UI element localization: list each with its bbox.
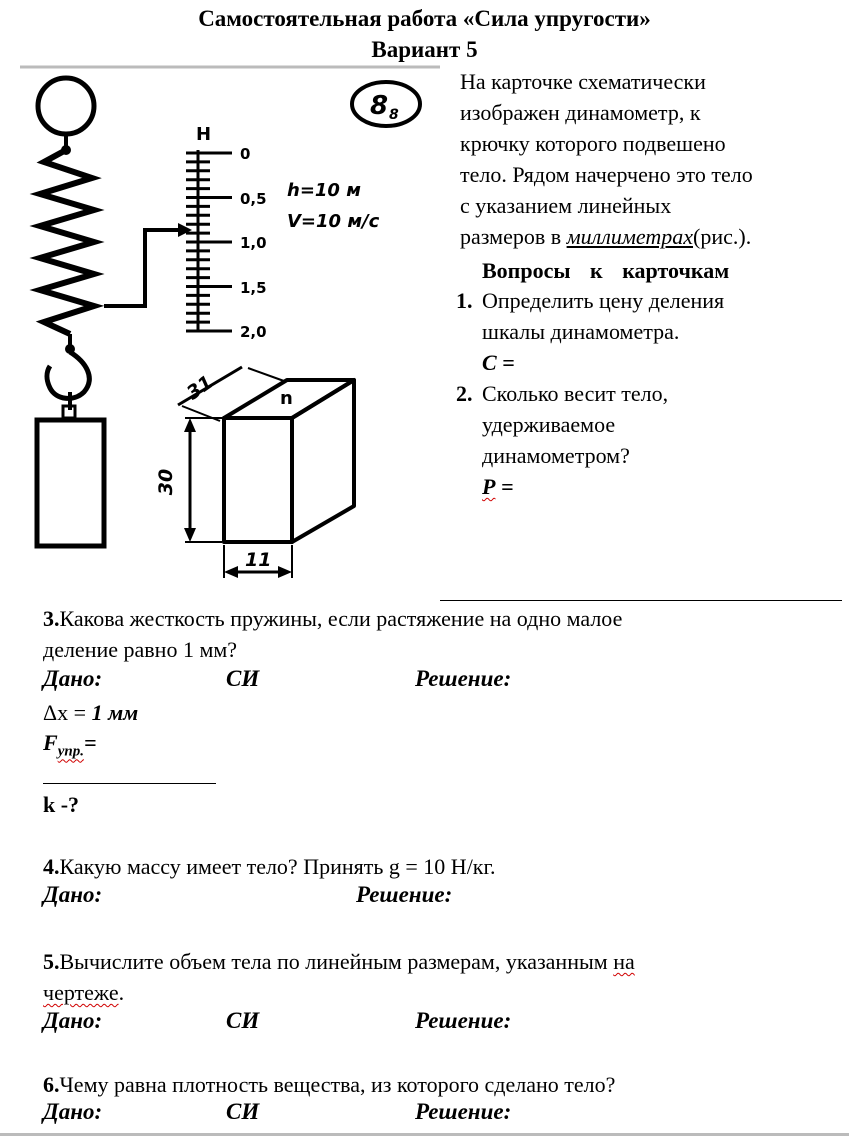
- card-text-line: На карточке схематически: [460, 69, 706, 94]
- force-equals: =: [83, 730, 97, 755]
- solution-label: Решение:: [415, 1099, 512, 1124]
- hook-shape: [47, 352, 89, 398]
- question-line: удерживаемое: [482, 412, 616, 437]
- question-line: Вычислите объем тела по линейным размерам, указанным: [59, 949, 614, 974]
- question-2: [456, 378, 668, 502]
- millimeters-text: миллиметрах: [566, 224, 694, 249]
- question-end: .: [118, 980, 125, 1005]
- answer-letter: Р: [482, 474, 496, 499]
- speed-label: V=10 м/с: [287, 211, 380, 232]
- si-label: СИ: [226, 1008, 260, 1033]
- question-number: 4.: [43, 854, 60, 879]
- card-text-line: с указанием линейных: [460, 193, 672, 218]
- variant-title: Вариант 5: [371, 37, 478, 62]
- card-text-line: крючку которого подвешено: [460, 131, 726, 156]
- si-label: СИ: [226, 1099, 260, 1124]
- page-title: Самостоятельная работа «Сила упругости»: [198, 6, 651, 31]
- scale-tick-label: 1,0: [240, 234, 267, 252]
- given-label: Дано:: [43, 1099, 103, 1124]
- given-divider: [43, 783, 216, 784]
- card-text-line: тело. Рядом начерчено это тело: [460, 162, 753, 187]
- answer-equals: =: [495, 474, 514, 499]
- depth-dimension-label: 31: [182, 371, 218, 405]
- question-number: 5.: [43, 949, 60, 974]
- given-label: Дано:: [43, 1008, 103, 1033]
- card-description: [460, 66, 753, 252]
- answer-label: [482, 471, 668, 502]
- given-label: Дано:: [43, 666, 103, 691]
- scale-unit-label: Н: [196, 124, 212, 145]
- force-subscript: упр.: [57, 743, 84, 760]
- question-line: деление равно 1 мм?: [43, 637, 238, 662]
- question-line: Какова жесткость пружины, если растяжение на одно малое: [59, 606, 623, 631]
- si-label: СИ: [226, 666, 260, 691]
- card-text-suffix: (рис.).: [693, 224, 752, 249]
- question-word: на: [613, 949, 635, 974]
- card-number: 8: [370, 91, 389, 121]
- width-dimension-label: 11: [245, 549, 272, 571]
- scale-tick-label: 1,5: [240, 279, 267, 297]
- card-number-subscript: 8: [389, 107, 399, 123]
- questions-header: Вопросы к карточкам: [482, 258, 730, 283]
- ring-shape: [38, 78, 94, 134]
- question-line: Определить цену деления: [482, 288, 725, 313]
- scale-tick-label: 2,0: [240, 323, 267, 341]
- height-dimension-label: 30: [155, 468, 177, 496]
- card-text-prefix: размеров в: [460, 224, 567, 249]
- question-5: [43, 946, 635, 1008]
- scale-tick-label: 0: [240, 145, 251, 163]
- face-mark-label: n: [280, 388, 293, 409]
- height-label: h=10 м: [287, 180, 361, 201]
- solution-label: Решение:: [415, 666, 512, 691]
- dynamometer-figure: [0, 60, 450, 590]
- card-text-line: изображен динамометр, к: [460, 100, 701, 125]
- bottom-rule: [0, 1133, 849, 1136]
- scale-tick-label: 0,5: [240, 190, 267, 208]
- hanging-body: [37, 420, 104, 546]
- find-label: k -?: [43, 792, 80, 817]
- force-letter: F: [43, 730, 58, 755]
- divider: [440, 600, 842, 601]
- card-text-line: [460, 221, 753, 252]
- question-line: Сколько весит тело,: [482, 381, 669, 406]
- given-label: Дано:: [43, 882, 103, 907]
- question-word: чертеже: [43, 980, 119, 1005]
- question-6: [43, 1069, 615, 1100]
- question-line: динамометром?: [482, 443, 630, 468]
- spring-shape: [40, 150, 94, 334]
- delta-x-row: [43, 697, 138, 728]
- question-number: 2.: [456, 381, 473, 406]
- force-row: [43, 727, 96, 767]
- delta-x-prefix: Δx =: [43, 700, 92, 725]
- question-1: [456, 285, 724, 378]
- question-line: Какую массу имеет тело? Принять g = 10 Н/кг.: [59, 854, 496, 879]
- question-line: Чему равна плотность вещества, из которого сделано тело?: [59, 1072, 616, 1097]
- question-number: 1.: [456, 288, 473, 313]
- answer-label: С =: [482, 350, 515, 375]
- delta-x-value: 1 мм: [91, 700, 139, 725]
- question-line: шкалы динамометра.: [482, 319, 680, 344]
- solution-label: Решение:: [356, 882, 453, 907]
- question-number: 6.: [43, 1072, 60, 1097]
- question-4: [43, 851, 496, 882]
- solution-label: Решение:: [415, 1008, 512, 1033]
- question-3: [43, 603, 622, 665]
- question-number: 3.: [43, 606, 60, 631]
